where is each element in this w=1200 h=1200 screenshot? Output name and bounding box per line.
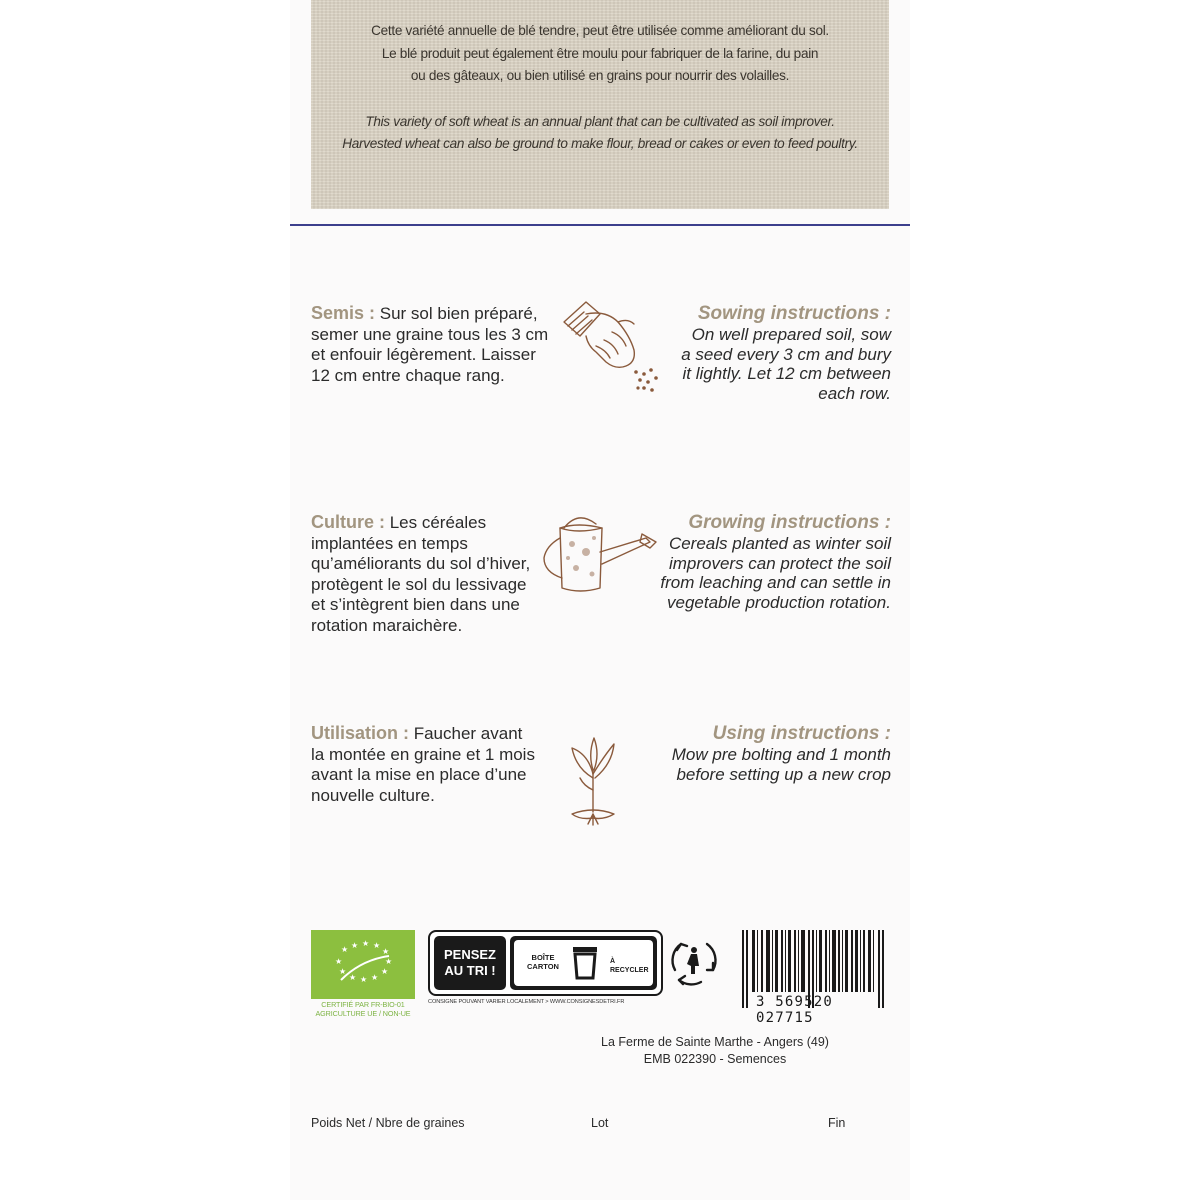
- svg-text:★: ★: [341, 945, 349, 954]
- pensez-au-tri-badge: [434, 936, 506, 990]
- company-emb-code: EMB 022390 - Semences: [643, 1052, 787, 1066]
- svg-text:★: ★: [381, 967, 389, 976]
- growing-fr: [311, 512, 551, 636]
- au-tri-label: AU TRI !: [444, 963, 496, 978]
- svg-text:★: ★: [385, 957, 393, 966]
- growing-en-text: improvers can protect the soil: [668, 553, 891, 573]
- carton-text: CARTON: [527, 962, 559, 971]
- sowing-en-text: On well prepared soil, sow: [691, 325, 891, 344]
- using-fr-text: Faucher avant: [409, 724, 523, 743]
- sorting-info-box: [428, 930, 663, 996]
- using-fr-text: la montée en graine et 1 mois: [311, 744, 535, 764]
- watering-can-icon: [538, 512, 668, 598]
- seedling-icon: [566, 734, 620, 826]
- intro-french: [311, 20, 889, 88]
- sowing-en-heading: Sowing instructions :: [697, 303, 891, 324]
- svg-text:★: ★: [351, 941, 359, 950]
- using-en: [631, 723, 891, 784]
- company-info: [580, 1034, 850, 1068]
- sorting-disclaimer: CONSIGNE POUVANT VARIER LOCALEMENT > WWW.CONSIGNESDETRI.FR: [428, 999, 625, 1005]
- lot-label: Lot: [591, 1116, 609, 1130]
- growing-fr-heading: Culture :: [311, 512, 385, 532]
- sowing-fr-text: Sur sol bien préparé,: [375, 304, 538, 323]
- using-fr-heading: Utilisation :: [311, 723, 409, 743]
- intro-en-line: Harvested wheat can also be ground to make flour, bread or cakes or even to feed poultry.: [342, 136, 858, 151]
- eu-organic-leaf-logo: [311, 930, 415, 999]
- using-fr: [311, 723, 551, 806]
- sowing-fr-text: semer une graine tous les 3 cm: [311, 324, 549, 344]
- growing-fr-text: rotation maraichère.: [311, 615, 463, 635]
- using-en-text: before setting up a new crop: [676, 764, 891, 784]
- growing-en-text: vegetable production rotation.: [667, 592, 891, 612]
- svg-text:★: ★: [362, 939, 370, 948]
- growing-fr-text: et s’intègrent bien dans une: [311, 595, 520, 614]
- a-recycler-label: À RECYCLER: [610, 958, 649, 974]
- intro-fr-line: Le blé produit peut également être moulu pour fabriquer de la farine, du pain: [381, 45, 819, 61]
- organic-certification-caption: [311, 1001, 415, 1018]
- boite-carton-label: [520, 953, 566, 971]
- sowing-en: [631, 303, 891, 403]
- intro-fr-line: Cette variété annuelle de blé tendre, peut être utilisée comme améliorant du sol.: [371, 23, 829, 38]
- triman-recycling-icon: [667, 936, 721, 988]
- intro-fr-line: ou des gâteaux, ou bien utilisé en grains pour nourrir des volailles.: [410, 68, 790, 83]
- certification-line: AGRICULTURE UE / NON-UE: [315, 1008, 411, 1018]
- using-fr-text: nouvelle culture.: [311, 785, 435, 805]
- company-name: La Ferme de Sainte Marthe - Angers (49): [601, 1035, 829, 1049]
- growing-fr-text: qu’améliorants du sol d’hiver,: [311, 554, 531, 573]
- using-en-text: Mow pre bolting and 1 month: [671, 745, 891, 764]
- using-fr-text: avant la mise en place d’une: [311, 765, 527, 784]
- boite-text: BOÎTE: [531, 953, 555, 962]
- svg-text:★: ★: [382, 947, 390, 956]
- intro-box: [311, 0, 889, 209]
- growing-en-heading: Growing instructions :: [688, 512, 891, 533]
- recycle-bin-icon: [570, 944, 600, 982]
- certification-line: CERTIFIÉ PAR FR-BIO-01: [321, 1000, 405, 1009]
- sowing-fr-text: 12 cm entre chaque rang.: [311, 365, 505, 385]
- sowing-fr-text: et enfouir légèrement. Laisser: [311, 345, 536, 364]
- sowing-fr: [311, 303, 551, 386]
- svg-text:★: ★: [349, 973, 357, 982]
- using-en-heading: Using instructions :: [712, 723, 891, 744]
- sowing-fr-heading: Semis :: [311, 303, 376, 323]
- intro-english: [311, 111, 889, 156]
- growing-fr-text: implantées en temps: [311, 533, 468, 553]
- growing-en: [631, 512, 891, 612]
- growing-en-text: from leaching and can settle in: [660, 573, 891, 592]
- svg-text:★: ★: [335, 957, 343, 966]
- growing-fr-text: protègent le sol du lessivage: [311, 574, 527, 594]
- svg-text:★: ★: [339, 967, 347, 976]
- growing-fr-text: Les céréales: [385, 513, 487, 532]
- sowing-en-text: each row.: [818, 383, 891, 403]
- section-divider: [290, 224, 910, 226]
- sowing-en-text: a seed every 3 cm and bury: [681, 344, 891, 364]
- pensez-label: PENSEZ: [443, 947, 496, 962]
- sowing-en-text: it lightly. Let 12 cm between: [682, 364, 891, 383]
- gloved-hand-sowing-icon: [556, 292, 664, 398]
- growing-en-text: Cereals planted as winter soil: [668, 534, 891, 553]
- boite-carton-panel: [510, 936, 657, 990]
- best-before-label: Fin: [828, 1116, 846, 1130]
- svg-text:★: ★: [360, 975, 368, 984]
- svg-text:★: ★: [371, 973, 379, 982]
- boite-carton-inner: [514, 940, 653, 986]
- svg-text:★: ★: [373, 941, 381, 950]
- net-weight-label: Poids Net / Nbre de graines: [311, 1116, 465, 1130]
- intro-en-line: This variety of soft wheat is an annual plant that can be cultivated as soil improver.: [365, 113, 835, 129]
- barcode-digits: 3 569520 027715: [756, 994, 834, 1026]
